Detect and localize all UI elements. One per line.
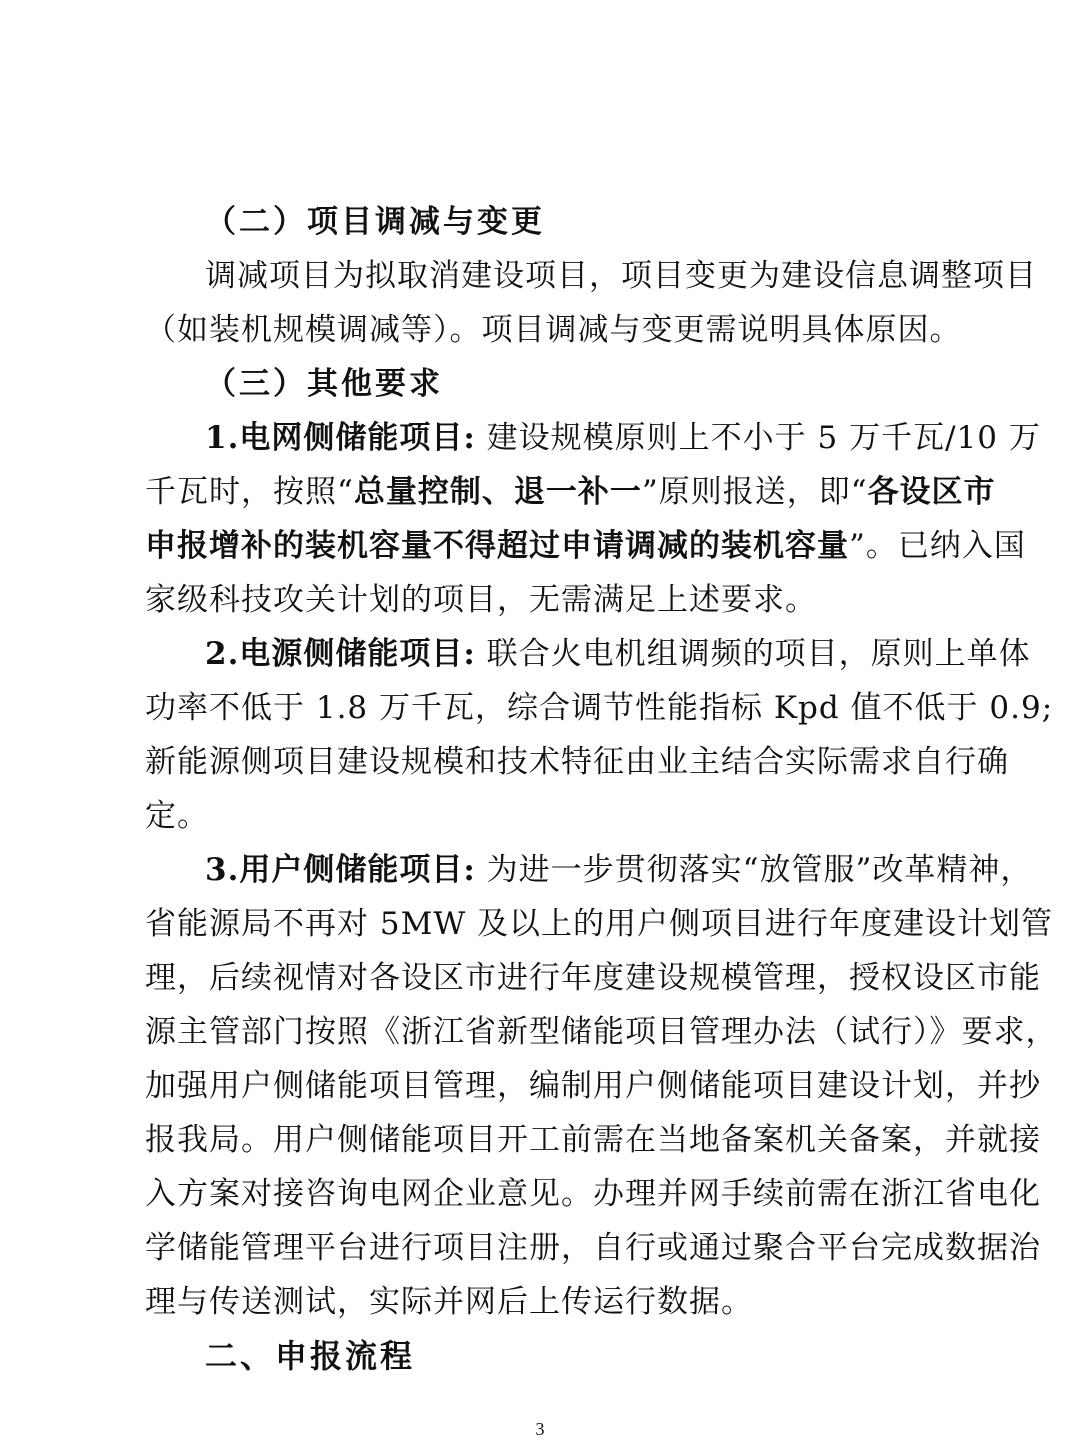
section-heading-application-process: 二、申报流程 <box>205 1337 416 1375</box>
item-3-text: 为进一步贯彻落实“放管服”改革精神， <box>475 852 1033 888</box>
item-1-line <box>145 526 1026 566</box>
item-3-label: 3.用户侧储能项目: <box>205 852 476 888</box>
item-3-line: 理与传送测试，实际并网后上传运行数据。 <box>145 1284 753 1320</box>
emphasis-span: 总量控制、退一补一 <box>353 474 642 510</box>
item-1-line: 家级科技攻关计划的项目，无需满足上述要求。 <box>145 582 817 618</box>
item-2-line: 新能源侧项目建设规模和技术特征由业主结合实际需求自行确 <box>145 744 1009 780</box>
item-3-line: 入方案对接咨询电网企业意见。办理并网手续前需在浙江省电化 <box>145 1176 1041 1212</box>
paragraph-line: （如装机规模调减等）。项目调减与变更需说明具体原因。 <box>145 312 962 348</box>
item-2-text: 联合火电机组调频的项目，原则上单体 <box>475 636 1031 672</box>
item-1-label: 1.电网侧储能项目: <box>205 420 476 456</box>
emphasis-span: 各设区市 <box>867 474 996 510</box>
item-2-line: 功率不低于 1.8 万千瓦，综合调节性能指标 Kpd 值不低于 0.9; <box>145 690 1054 726</box>
item-1-line <box>145 472 996 512</box>
item-1-text: 建设规模原则上不小于 5 万千瓦/10 万 <box>475 420 1041 456</box>
item-3-line: 学储能管理平台进行项目注册，自行或通过聚合平台完成数据治 <box>145 1230 1041 1266</box>
item-3-line: 报我局。用户侧储能项目开工前需在当地备案机关备案，并就接 <box>145 1122 1041 1158</box>
paragraph-line: 调减项目为拟取消建设项目，项目变更为建设信息调整项目 <box>205 258 1037 294</box>
item-1-line <box>205 418 1041 458</box>
item-3-line <box>205 850 1033 890</box>
text-span: 千瓦时，按照“ <box>145 474 354 510</box>
item-3-line: 加强用户侧储能项目管理，编制用户侧储能项目建设计划，并抄 <box>145 1068 1041 1104</box>
item-3-line: 省能源局不再对 5MW 及以上的用户侧项目进行年度建设计划管 <box>145 906 1054 942</box>
section-heading-other-requirements: （三）其他要求 <box>205 366 443 402</box>
text-span: ”。已纳入国 <box>849 528 1026 564</box>
item-3-line: 理，后续视情对各设区市进行年度建设规模管理，授权设区市能 <box>145 960 1041 996</box>
section-heading-adjustment: （二）项目调减与变更 <box>205 204 545 240</box>
emphasis-span: 申报增补的装机容量不得超过申请调减的装机容量 <box>145 528 849 564</box>
item-2-line <box>205 634 1031 674</box>
item-2-label: 2.电源侧储能项目: <box>205 636 476 672</box>
item-2-line: 定。 <box>145 798 209 834</box>
text-span: ”原则报送，即“ <box>641 474 868 510</box>
item-3-line: 源主管部门按照《浙江省新型储能项目管理办法（试行）》要求， <box>145 1014 1058 1050</box>
page-number: 3 <box>535 1419 545 1439</box>
